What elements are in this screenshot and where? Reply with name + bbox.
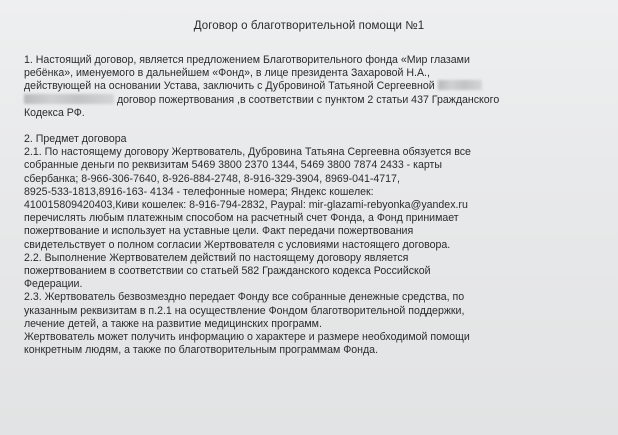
paragraph-gap xyxy=(24,120,604,133)
section1-line: ребёнка», именуемого в дальнейшем «Фонд», в лице президента Захаровой Н.А., xyxy=(24,67,430,80)
section2-heading: 2. Предмет договора xyxy=(24,133,127,146)
section2-line: Жертвователь может получить информацию о характере и размере необходимой помощи xyxy=(24,331,470,344)
section2-line: перечислять любым платежным способом на расчетный счет Фонда, а Фонд принимает xyxy=(24,212,459,225)
section1-line-text: договор пожертвования ,в соответствии с пунктом 2 статьи 437 Гражданского xyxy=(116,93,500,106)
section2-line: пожертвование и использует на уставные цели. Факт передачи пожертвования xyxy=(24,225,414,238)
section1-line-text: действующей на основании Устава, заключить с Дубровиной Татьяной Сергеевной xyxy=(24,80,435,93)
section1-line xyxy=(24,80,604,93)
document-title: Договор о благотворительной помощи №1 xyxy=(193,20,425,32)
section2-line: собранные деньги по реквизитам 5469 3800 2370 1344, 5469 3800 7874 2433 - карты xyxy=(24,159,443,172)
section2-line: Федерации. xyxy=(24,278,83,291)
section2-line: лечение детей, а также на развитие медицинских программ. xyxy=(24,317,322,330)
section2-line: указанным реквизитам в п.2.1 на осуществление Фондом благотворительной поддержки, xyxy=(24,304,465,317)
section1-line: 1. Настоящий договор, является предложением Благотворительного фонда «Мир глазами xyxy=(24,54,470,66)
section1-line xyxy=(24,94,604,107)
section2-line: 2.1. По настоящему договору Жертвователь, Дубровина Татьяна Сергеевна обязуется все xyxy=(24,146,471,159)
section2-line: свидетельствует о полном согласии Жертвователя с условиями настоящего договора. xyxy=(24,238,451,251)
redacted-text xyxy=(24,94,114,104)
section2-line: пожертвованием в соответствии со статьей 582 Гражданского кодекса Российской xyxy=(24,265,431,278)
section2-line: конкретным людям, а также по благотворительным программам Фонда. xyxy=(24,344,379,357)
section1-line: Кодекса РФ. xyxy=(24,106,85,119)
section2-line: 410015809420403,Киви кошелек: 8-916-794-2832, Paypal: mir-glazami-rebyonka@yandex.ru xyxy=(24,199,468,212)
section2-line: 8925-533-1813,8916-163- 4134 - телефонные номера; Яндекс кошелек: xyxy=(24,185,374,198)
document-body xyxy=(24,54,604,357)
section2-line: 2.3. Жертвователь безвозмездно передает Фонду все собранные денежные средства, по xyxy=(24,291,465,304)
redacted-text xyxy=(438,80,482,90)
section2-line: 2.2. Выполнение Жертвователем действий по настоящему договору является xyxy=(24,251,409,264)
section2-line: сбербанка; 8-966-306-7640, 8-926-884-2748, 8-916-329-3904, 8969-041-4717, xyxy=(24,172,400,185)
